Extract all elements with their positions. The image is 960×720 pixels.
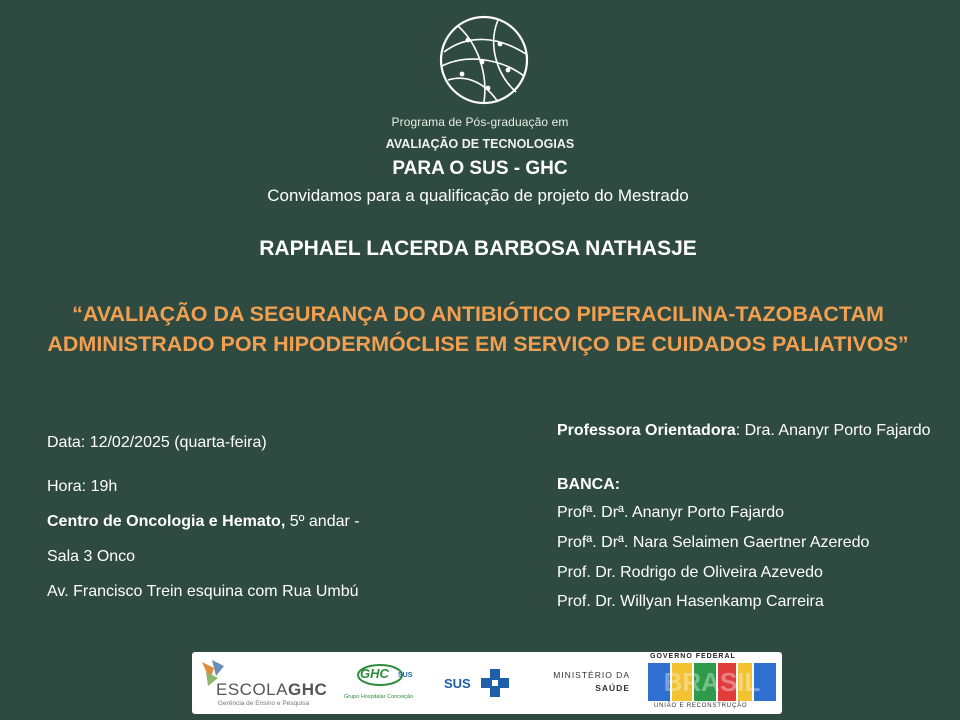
program-line-1: Programa de Pós-graduação em: [391, 115, 569, 129]
banca-label: BANCA:: [557, 476, 621, 493]
project-title: “AVALIAÇÃO DA SEGURANÇA DO ANTIBIÓTICO PIPERACILINA-TAZOBACTAM ADMINISTRADO POR HIPODERMÓCLISE EM SERVIÇO DE CUIDADOS PALIATIVOS”: [47, 302, 909, 356]
ghc-text: GHC: [360, 666, 389, 681]
brasil-wordmark-icon: [648, 663, 776, 701]
student-name: RAPHAEL LACERDA BARBOSA NATHASJE: [259, 237, 697, 260]
gov-top-text: GOVERNO FEDERAL: [650, 653, 736, 660]
escola-text: ESCOLA: [216, 680, 288, 699]
escola-subtitle: Gerência de Ensino e Pesquisa: [218, 700, 310, 707]
governo-federal-logo: [644, 652, 780, 714]
ghc-sus-text: SUS: [398, 672, 413, 679]
event-place-rest: 5º andar -: [285, 513, 360, 530]
saude-text: SAÚDE: [595, 683, 630, 693]
ministerio-text: MINISTÉRIO DA: [553, 670, 630, 680]
event-address: Av. Francisco Trein esquina com Rua Umbú: [47, 583, 359, 600]
program-logo-icon: [438, 14, 530, 106]
advisor: [557, 419, 947, 442]
committee-member: Prof. Dr. Rodrigo de Oliveira Azevedo: [557, 564, 823, 581]
escola-ghc-text: GHC: [287, 680, 328, 699]
sus-text: SUS: [444, 676, 471, 691]
program-line-2: AVALIAÇÃO DE TECNOLOGIAS: [385, 137, 575, 151]
advisor-name: : Dra. Ananyr Porto Fajardo: [735, 422, 931, 439]
program-line-3: PARA O SUS - GHC: [392, 158, 568, 179]
ministerio-saude-logo: [530, 668, 630, 698]
sus-cross-icon: [480, 668, 510, 698]
gov-bottom-text: UNIÃO E RECONSTRUÇÃO: [654, 703, 748, 709]
committee-member: Prof. Dr. Willyan Hasenkamp Carreira: [557, 593, 824, 610]
ghc-subtitle: Grupo Hospitalar Conceição: [344, 694, 414, 700]
invitation-text: Convidamos para a qualificação de projeto do Mestrado: [267, 186, 689, 205]
event-room: Sala 3 Onco: [47, 548, 136, 565]
event-time: Hora: 19h: [47, 478, 118, 495]
event-date: Data: 12/02/2025 (quarta-feira): [47, 434, 267, 451]
brasil-word: BRASIL: [663, 667, 761, 697]
sus-logo: [444, 668, 514, 698]
escola-ghc-logo: [200, 658, 350, 710]
committee-member: Profª. Drª. Ananyr Porto Fajardo: [557, 504, 785, 521]
event-place-bold: Centro de Oncologia e Hemato,: [47, 513, 286, 530]
partner-logos-bar: [192, 652, 782, 714]
event-place: [47, 513, 360, 531]
advisor-label: Professora Orientadora: [557, 422, 736, 439]
ghc-logo: [340, 662, 430, 708]
committee-member: Profª. Drª. Nara Selaimen Gaertner Azeredo: [557, 534, 870, 551]
